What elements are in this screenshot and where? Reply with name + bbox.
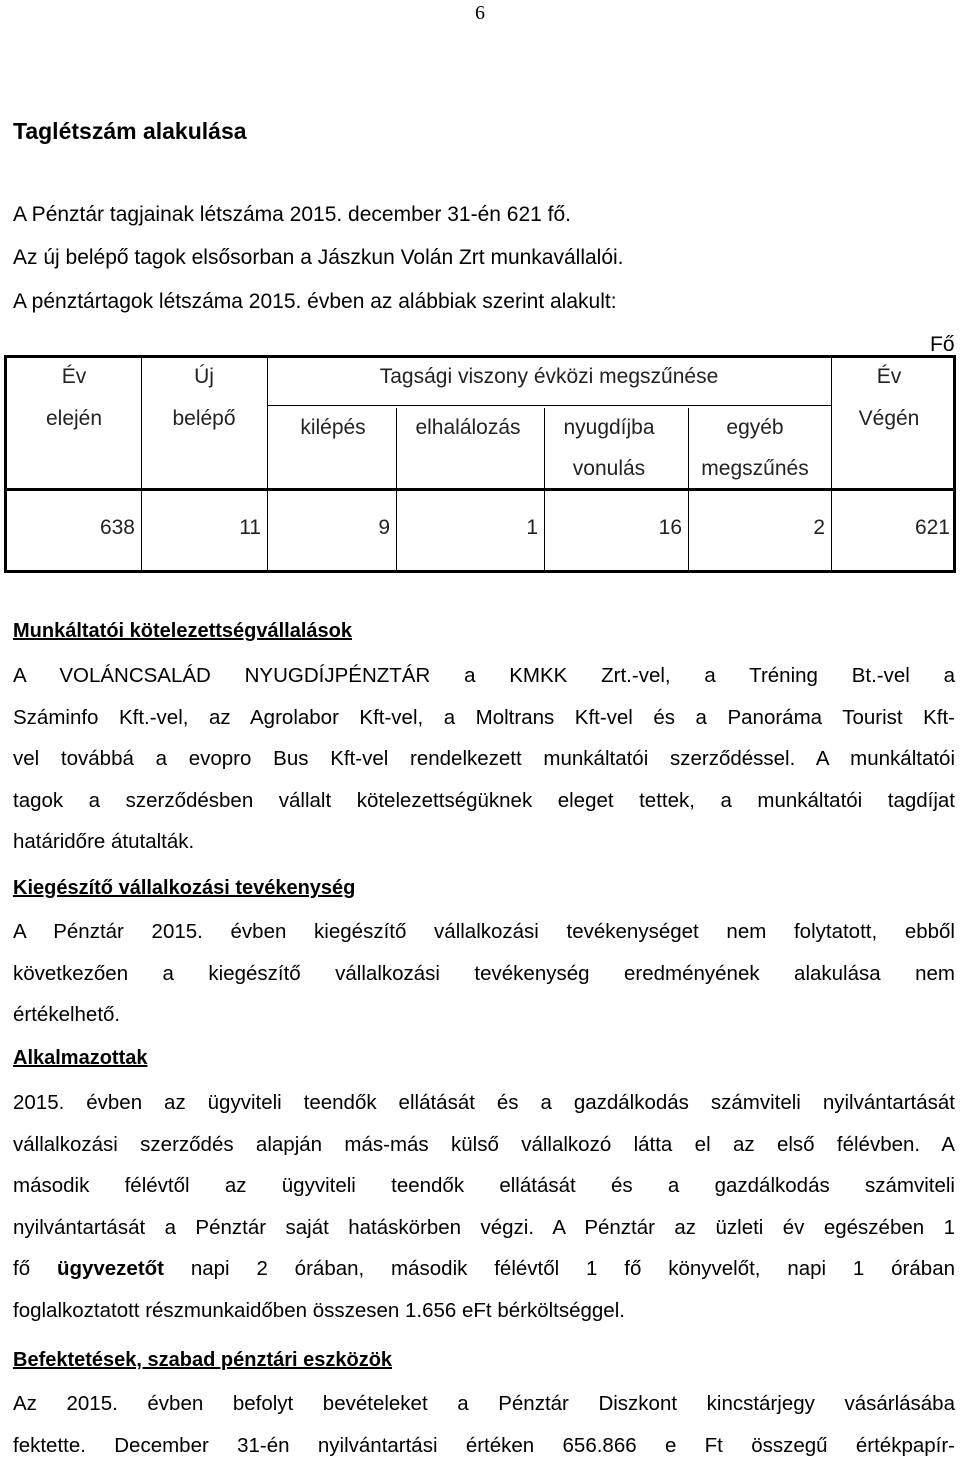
membership-text-line: Az új belépő tagok elsősorban a Jászkun Volán Zrt munkavállalói. [13,246,624,270]
paragraph-line: Száminfo Kft.-vel, az Agrolabor Kft-vel, a Moltrans Kft-vel és a Panoráma Tourist Kft- [13,697,955,739]
table-cell: 16 [659,516,682,540]
unit-label: Fő [930,333,955,357]
section-heading-employer: Munkáltatói kötelezettségvállalások [13,620,352,643]
paragraph-line: tagok a szerződésben vállalt kötelezettségüknek eleget tettek, a munkáltatói tagdíjat [13,780,955,822]
bold-term: ügyvezetőt [57,1257,164,1280]
paragraph-line [13,1248,955,1290]
table-column-rule [141,358,142,570]
paragraph-line: második félévtől az ügyviteli teendők ellátását és a gazdálkodás számviteli [13,1165,955,1207]
supplementary-paragraph [13,911,955,1036]
table-group-underline [267,405,831,406]
header-uj-belepo: belépő [172,407,235,431]
table-divider [7,488,953,491]
paragraph-line: A VOLÁNCSALÁD NYUGDÍJPÉNZTÁR a KMKK Zrt.-vel, a Tréning Bt.-vel a [13,655,955,697]
line-text: fő [13,1257,57,1280]
header-uj-belepo: Új [194,365,214,389]
header-nyugdijba: nyugdíjba [563,416,654,440]
table-column-rule [831,358,832,570]
line-text: napi 2 órában, második félévtől 1 fő könyvelőt, napi 1 órában [164,1257,955,1280]
paragraph-line: értékelhető. [13,994,955,1036]
header-ev-elejen: elején [46,407,102,431]
header-ev-elejen: Év [62,365,87,389]
header-group: Tagsági viszony évközi megszűnése [380,365,719,389]
table-cell: 11 [239,516,261,540]
membership-text-line: A Pénztár tagjainak létszáma 2015. december 31-én 621 fő. [13,203,571,227]
paragraph-line: Az 2015. évben befolyt bevételeket a Pénztár Diszkont kincstárjegy vásárlásába [13,1383,955,1425]
paragraph-line: fektette. December 31-én nyilvántartási értéken 656.866 e Ft összegű értékpapír- [13,1425,955,1466]
staff-paragraph [13,1082,955,1331]
table-cell: 1 [526,516,538,540]
section-title-membership: Taglétszám alakulása [13,118,247,145]
header-ev-vegen: Végén [859,407,920,431]
section-heading-investments: Befektetések, szabad pénztári eszközök [13,1349,392,1372]
paragraph-line: határidőre átutalták. [13,821,955,863]
section-heading-supplementary: Kiegészítő vállalkozási tevékenység [13,877,355,900]
paragraph-line: A Pénztár 2015. évben kiegészítő vállalkozási tevékenységet nem folytatott, ebből [13,911,955,953]
table-cell: 638 [100,516,135,540]
header-ev-vegen: Év [877,365,902,389]
paragraph-line: foglalkoztatott részmunkaidőben összesen 1.656 eFt bérköltséggel. [13,1290,955,1332]
employer-paragraph [13,655,955,863]
header-nyugdijba: vonulás [573,457,645,481]
table-column-rule [688,408,689,570]
investments-paragraph [13,1383,955,1466]
paragraph-line: következően a kiegészítő vállalkozási tevékenység eredményének alakulása nem [13,953,955,995]
header-egyeb: egyéb [726,416,783,440]
table-cell: 9 [378,516,390,540]
section-heading-staff: Alkalmazottak [13,1047,148,1070]
table-column-rule [396,408,397,570]
table-column-rule [267,358,268,570]
membership-table [4,355,956,573]
page-number: 6 [0,2,960,25]
membership-text-line: A pénztártagok létszáma 2015. évben az alábbiak szerint alakult: [13,290,617,314]
table-cell: 2 [813,516,825,540]
paragraph-line: vállalkozási szerződés alapján más-más külső vállalkozó látta el az első félévben. A [13,1124,955,1166]
paragraph-line: vel továbbá a evopro Bus Kft-vel rendelkezett munkáltatói szerződéssel. A munkáltatói [13,738,955,780]
paragraph-line: 2015. évben az ügyviteli teendők ellátását és a gazdálkodás számviteli nyilvántartását [13,1082,955,1124]
paragraph-line: nyilvántartását a Pénztár saját hatáskörben végzi. A Pénztár az üzleti év egészében 1 [13,1207,955,1249]
header-kilepes: kilépés [300,416,365,440]
table-cell: 621 [915,516,950,540]
header-egyeb: megszűnés [701,457,808,481]
table-column-rule [544,408,545,570]
header-elhalalozas: elhalálozás [415,416,520,440]
